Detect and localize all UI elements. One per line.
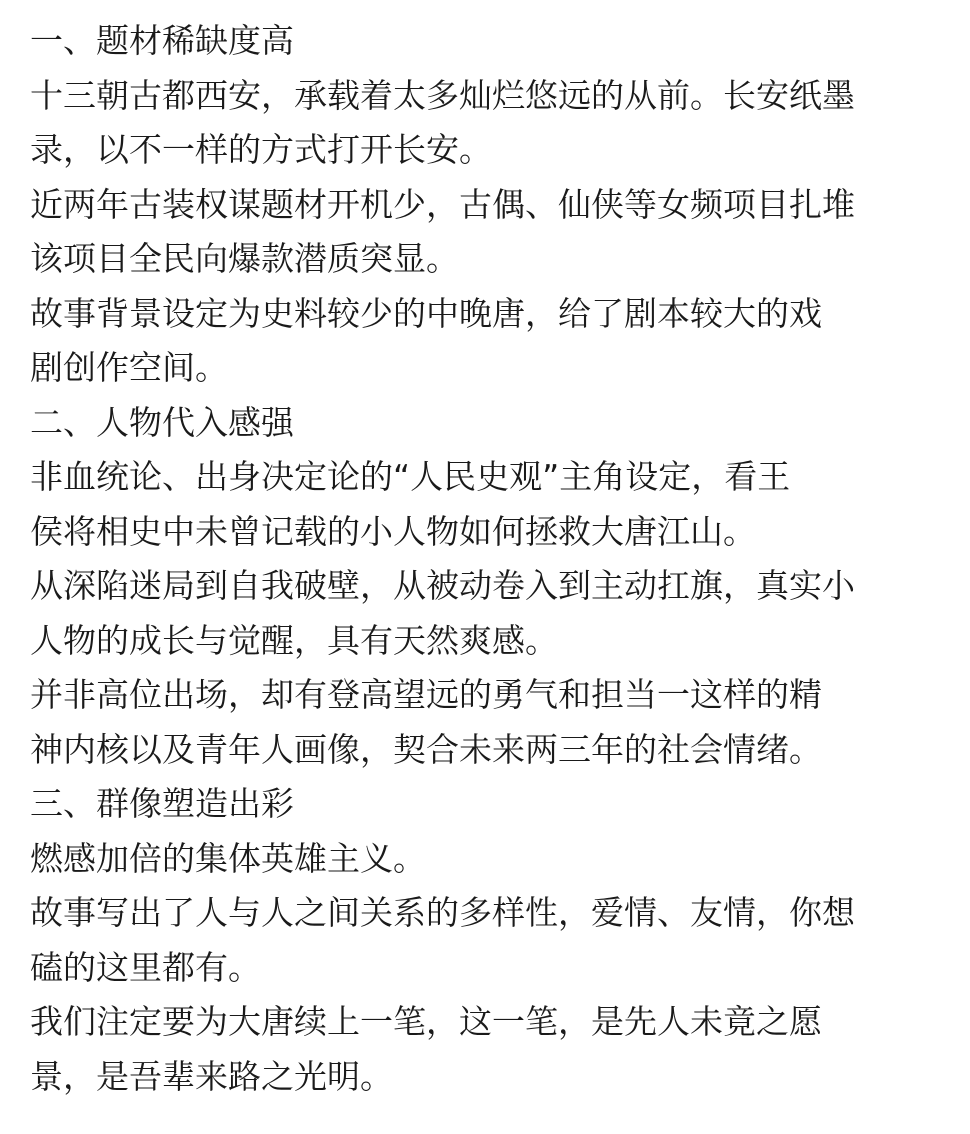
paragraph-line: 十三朝古都西安，承载着太多灿烂悠远的从前。长安纸墨 [30,75,855,115]
paragraph-line: 剧创作空间。 [30,348,228,387]
paragraph-line: 非血统论、出身决定论的“人民史观”主角设定，看王 [30,457,791,496]
article-body [30,14,950,1104]
paragraph-line: 故事背景设定为史料较少的中晚唐，给了剧本较大的戏 [30,293,822,333]
paragraph-line: 近两年古装权谋题材开机少，古偶、仙侠等女频项目扎堆 [30,184,855,224]
paragraph-line: 录，以不一样的方式打开长安。 [30,130,492,169]
section-heading-3: 三、群像塑造出彩 [30,784,294,823]
paragraph-line: 从深陷迷局到自我破壁，从被动卷入到主动扛旗，真实小 [30,566,855,605]
paragraph-line: 磕的这里都有。 [30,947,261,987]
paragraph-line: 景，是吾辈来路之光明。 [30,1056,393,1096]
section-heading-1: 一、题材稀缺度高 [30,21,294,60]
paragraph-line: 人物的成长与觉醒，具有天然爽感。 [30,620,558,660]
paragraph-line: 我们注定要为大唐续上一笔，这一笔，是先人未竟之愿 [30,1002,822,1041]
section-heading-2: 二、人物代入感强 [30,402,294,442]
paragraph-line: 并非高位出场，却有登高望远的勇气和担当一这样的精 [30,675,822,714]
paragraph-line: 该项目全民向爆款潜质突显。 [30,239,459,278]
paragraph-line: 侯将相史中未曾记载的小人物如何拯救大唐江山。 [30,511,756,551]
paragraph-line: 故事写出了人与人之间关系的多样性，爱情、友情，你想 [30,893,855,932]
paragraph-line: 神内核以及青年人画像，契合未来两三年的社会情绪。 [30,729,822,769]
paragraph-line: 燃感加倍的集体英雄主义。 [30,838,426,878]
